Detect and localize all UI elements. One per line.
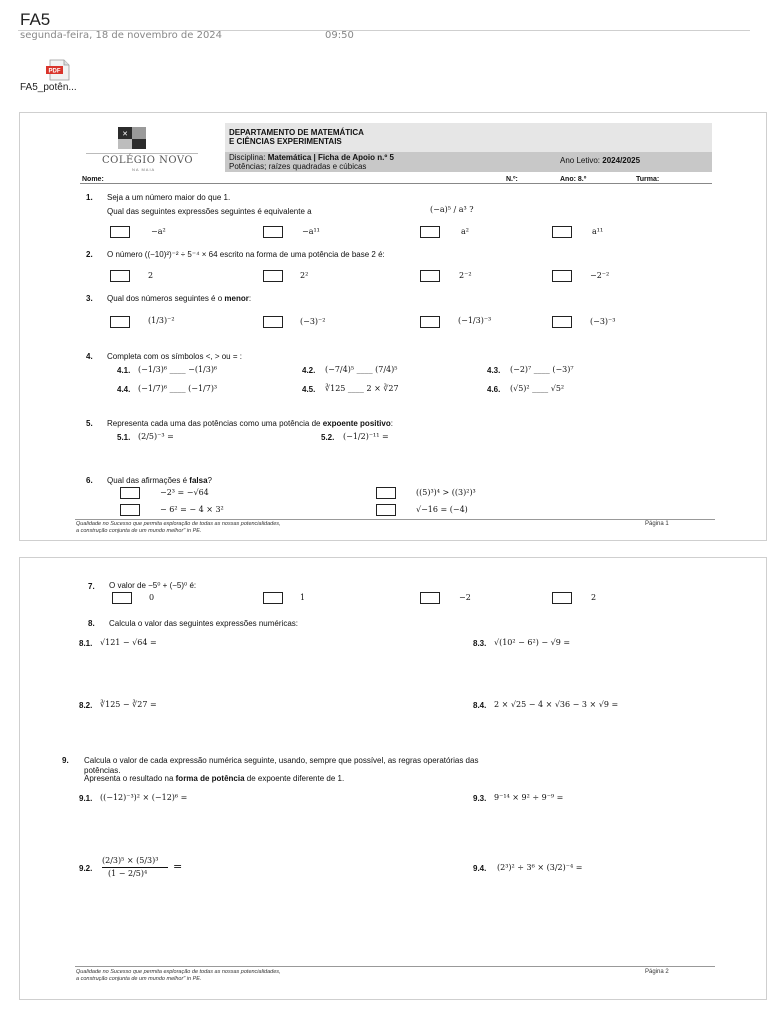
q4-text: Completa com os símbolos <, > ou = : xyxy=(107,352,242,361)
q2-option-b: 2² xyxy=(300,271,309,280)
field-nome: Nome: xyxy=(82,176,104,183)
q9-item-2-denominator: (1 − 2/5)⁴ xyxy=(108,869,148,878)
q3-option-d-checkbox[interactable] xyxy=(552,316,572,328)
q9-line3-c: de expoente diferente de 1. xyxy=(246,774,345,783)
attachment-filename[interactable]: FA5_potên... xyxy=(20,82,77,93)
pdf-badge-text: PDF xyxy=(48,68,61,75)
q7-option-a-checkbox[interactable] xyxy=(112,592,132,604)
q4-item-4-label: 4.4. xyxy=(117,385,131,394)
q3-text xyxy=(107,294,251,303)
q1-expression: (−a)⁵ / a³ ? xyxy=(430,205,474,214)
q6-option-c: − 6² = − 4 × 3² xyxy=(160,505,224,514)
q6-option-d: √−16 = (−4) xyxy=(416,505,468,514)
q4-number: 4. xyxy=(86,352,93,361)
q7-option-b-checkbox[interactable] xyxy=(263,592,283,604)
svg-text:✕: ✕ xyxy=(122,130,128,138)
discipline-value: Matemática | Ficha de Apoio n.º 5 xyxy=(267,153,394,162)
q4-item-2-label: 4.2. xyxy=(302,366,316,375)
q9-item-2-numerator: (2/3)⁵ × (5/3)³ xyxy=(102,856,159,865)
q1-option-c: a² xyxy=(461,227,469,236)
q9-item-3-label: 9.3. xyxy=(473,794,487,803)
q2-option-d: −2⁻² xyxy=(590,271,610,280)
q4-item-6-expr: (√5)² ____ √5² xyxy=(510,384,565,393)
q7-option-d: 2 xyxy=(591,593,597,602)
q2-number: 2. xyxy=(86,250,93,259)
department-line-2: E CIÊNCIAS EXPERIMENTAIS xyxy=(229,137,342,146)
q1-option-b-checkbox[interactable] xyxy=(263,226,283,238)
q6-option-a: −2³ = −√64 xyxy=(160,488,209,497)
q8-item-1-expr: √121 − √64 = xyxy=(100,638,157,647)
q8-item-4-expr: 2 × √25 − 4 × √36 − 3 × √9 = xyxy=(494,700,619,709)
pdf-page-1 xyxy=(19,112,767,541)
q5-item-1-expr: (2/5)⁻³ = xyxy=(138,432,174,441)
q9-item-2-label: 9.2. xyxy=(79,864,93,873)
q9-item-4-expr: (2³)² ÷ 3⁶ × (3/2)⁻⁴ = xyxy=(497,863,583,872)
q7-option-a: 0 xyxy=(149,593,155,602)
q7-option-b: 1 xyxy=(300,593,306,602)
q2-option-c: 2⁻² xyxy=(459,271,472,280)
q2-option-b-checkbox[interactable] xyxy=(263,270,283,282)
q5-text-bold: expoente positivo xyxy=(322,419,391,428)
q4-item-4-expr: (−1/7)⁶ ____ (−1/7)³ xyxy=(138,384,218,393)
q7-option-c: −2 xyxy=(459,593,471,602)
q8-item-3-label: 8.3. xyxy=(473,639,487,648)
q6-option-c-checkbox[interactable] xyxy=(120,504,140,516)
q9-number: 9. xyxy=(62,756,69,765)
q7-option-d-checkbox[interactable] xyxy=(552,592,572,604)
q1-option-d-checkbox[interactable] xyxy=(552,226,572,238)
q9-line1: Calcula o valor de cada expressão numérica seguinte, usando, sempre que possível, as regras operatórias das xyxy=(84,756,479,765)
q7-number: 7. xyxy=(88,582,95,591)
q5-item-2-label: 5.2. xyxy=(321,433,335,442)
q8-item-2-label: 8.2. xyxy=(79,701,93,710)
q6-text-a: Qual das afirmações é xyxy=(107,476,188,485)
q6-number: 6. xyxy=(86,476,93,485)
department-line-1: DEPARTAMENTO DE MATEMÁTICA xyxy=(229,128,364,137)
q6-option-a-checkbox[interactable] xyxy=(120,487,140,499)
q1-option-b: −a¹¹ xyxy=(302,227,320,236)
note-time: 09:50 xyxy=(325,30,354,41)
q1-option-a: −a² xyxy=(151,227,166,236)
q2-text: O número ((−10)²)⁻² ÷ 5⁻⁴ × 64 escrito na forma de uma potência de base 2 é: xyxy=(107,250,385,259)
page2-footer-line1: Qualidade no Sucesso que permita exploração de todas as nossas potencialidades, xyxy=(76,969,281,975)
note-date: segunda-feira, 18 de novembro de 2024 xyxy=(20,30,223,41)
q9-item-4-label: 9.4. xyxy=(473,864,487,873)
q3-text-bold: menor xyxy=(224,294,249,303)
q3-option-b-checkbox[interactable] xyxy=(263,316,283,328)
page2-number: Página 2 xyxy=(645,969,669,975)
q9-line3-bold: forma de potência xyxy=(175,774,245,783)
q2-option-c-checkbox[interactable] xyxy=(420,270,440,282)
page2-footer-rule xyxy=(75,966,715,967)
page1-footer-rule xyxy=(75,519,715,520)
q4-item-5-label: 4.5. xyxy=(302,385,316,394)
q9-line3-a: Apresenta o resultado na xyxy=(84,774,174,783)
q3-option-c-checkbox[interactable] xyxy=(420,316,440,328)
q5-text xyxy=(107,419,393,428)
q1-option-d: a¹¹ xyxy=(592,227,604,236)
q9-item-2-equals: = xyxy=(173,860,183,873)
field-numero: N.º: xyxy=(506,176,518,183)
page2-footer-line2: a construção conjunta de um mundo melhor" in PE. xyxy=(76,976,202,982)
q5-item-2-expr: (−1/2)⁻¹¹ = xyxy=(343,432,389,441)
q9-item-2-fraction-bar xyxy=(102,867,168,868)
field-ano: Ano: 8.º xyxy=(560,176,587,183)
q9-item-1-expr: ((−12)⁻³)² × (−12)⁶ = xyxy=(100,793,188,802)
q5-item-1-label: 5.1. xyxy=(117,433,131,442)
q3-option-a-checkbox[interactable] xyxy=(110,316,130,328)
q3-option-d: (−3)⁻³ xyxy=(590,317,616,326)
q3-text-a: Qual dos números seguintes é o xyxy=(107,294,223,303)
q4-item-6-label: 4.6. xyxy=(487,385,501,394)
q6-option-b: ((5)³)⁴ > ((3)²)³ xyxy=(416,488,476,497)
q9-line3 xyxy=(84,774,344,783)
page1-footer-line2: a construção conjunta de um mundo melhor" in PE. xyxy=(76,528,202,534)
q5-text-c: : xyxy=(390,419,393,428)
q3-option-c: (−1/3)⁻³ xyxy=(458,316,492,325)
q6-text xyxy=(107,476,212,485)
q7-text: O valor de −5⁰ + (−5)⁰ é: xyxy=(109,581,197,590)
page1-footer-line1: Qualidade no Sucesso que permita exploração de todas as nossas potencialidades, xyxy=(76,521,281,527)
q3-option-b: (−3)⁻² xyxy=(300,317,326,326)
q1-line1: Seja a um número maior do que 1. xyxy=(107,193,231,202)
q8-text: Calcula o valor das seguintes expressões numéricas: xyxy=(109,619,298,628)
q1-number: 1. xyxy=(86,193,93,202)
q4-item-1-label: 4.1. xyxy=(117,366,131,375)
pdf-page-2 xyxy=(19,557,767,1000)
q3-option-a: (1/3)⁻² xyxy=(148,316,175,325)
page1-number: Página 1 xyxy=(645,521,669,527)
q9-line2: potências. xyxy=(84,766,121,775)
q8-item-1-label: 8.1. xyxy=(79,639,93,648)
discipline-row xyxy=(229,153,394,162)
q2-option-a: 2 xyxy=(148,271,154,280)
year-label: Ano Letivo: xyxy=(560,156,601,165)
q6-text-bold: falsa xyxy=(189,476,208,485)
discipline-label: Disciplina: xyxy=(229,153,266,162)
topic-text: Potências; raízes quadradas e cúbicas xyxy=(229,162,367,171)
q1-line2: Qual das seguintes expressões seguintes é equivalente a xyxy=(107,207,312,216)
header-rule xyxy=(80,183,712,184)
q5-text-a: Representa cada uma das potências como uma potência de xyxy=(107,419,321,428)
q8-item-2-expr: ∛125 − ∛27 = xyxy=(100,700,157,709)
school-name: COLÉGIO NOVO xyxy=(102,155,194,166)
school-subtitle: NA MAIA xyxy=(132,167,156,172)
q4-item-3-expr: (−2)⁷ ____ (−3)⁷ xyxy=(510,365,574,374)
year-value: 2024/2025 xyxy=(602,156,641,165)
q3-text-c: : xyxy=(248,294,252,303)
school-year xyxy=(560,156,640,165)
pdf-file-icon[interactable] xyxy=(44,59,74,81)
q9-item-3-expr: 9⁻¹⁴ × 9² ÷ 9⁻⁹ = xyxy=(494,793,564,802)
q1-option-a-checkbox[interactable] xyxy=(110,226,130,238)
q6-option-d-checkbox[interactable] xyxy=(376,504,396,516)
note-title: FA5 xyxy=(20,10,51,29)
q2-option-d-checkbox[interactable] xyxy=(552,270,572,282)
q8-item-3-expr: √(10² − 6²) − √9 = xyxy=(494,638,571,647)
q6-option-b-checkbox[interactable] xyxy=(376,487,396,499)
q4-item-1-expr: (−1/3)⁶ ____ −(1/3)⁶ xyxy=(138,365,218,374)
q2-option-a-checkbox[interactable] xyxy=(110,270,130,282)
q8-item-4-label: 8.4. xyxy=(473,701,487,710)
q5-number: 5. xyxy=(86,419,93,428)
school-logo xyxy=(80,125,210,172)
q4-item-5-expr: ∛125 ____ 2 × ∛27 xyxy=(325,384,399,393)
q3-number: 3. xyxy=(86,294,93,303)
field-turma: Turma: xyxy=(636,176,660,183)
q9-item-1-label: 9.1. xyxy=(79,794,93,803)
q7-option-c-checkbox[interactable] xyxy=(420,592,440,604)
q6-text-c: ? xyxy=(207,476,212,485)
q8-number: 8. xyxy=(88,619,95,628)
q1-option-c-checkbox[interactable] xyxy=(420,226,440,238)
q4-item-3-label: 4.3. xyxy=(487,366,501,375)
q4-item-2-expr: (−7/4)⁵ ____ (7/4)⁵ xyxy=(325,365,398,374)
